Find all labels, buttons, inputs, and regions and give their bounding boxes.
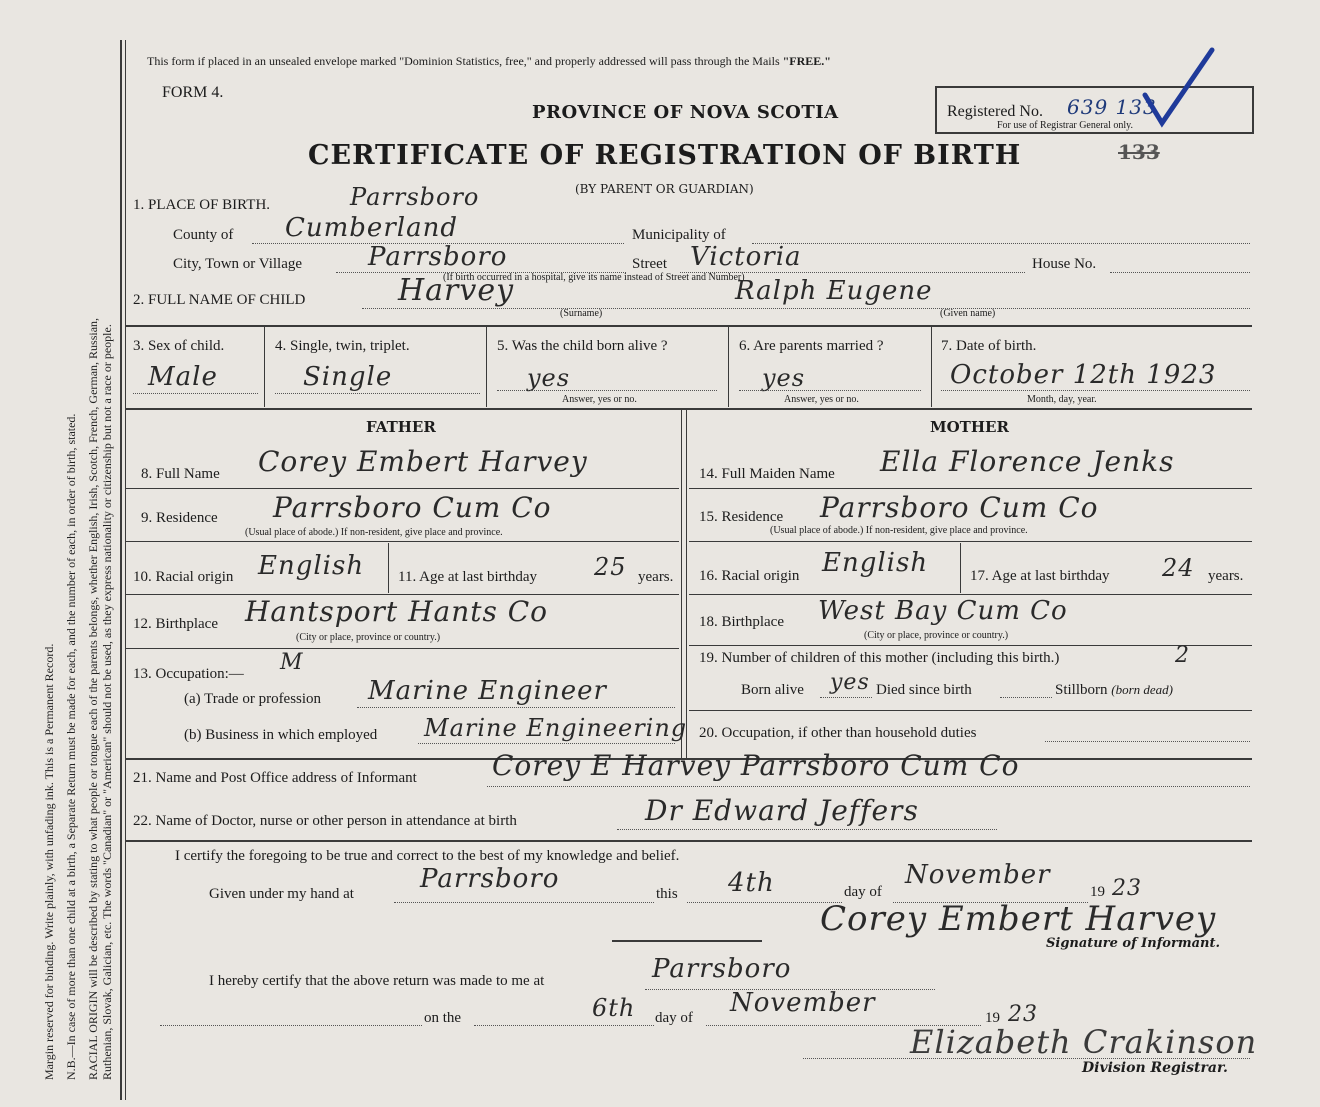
mother-heading: MOTHER xyxy=(930,418,1009,436)
col-divider-4 xyxy=(486,327,487,407)
margin-note-2: N.B.—In case of more than one child at a birth, a Separate Return must be made for each, and the number of each, in order of birth, stated. xyxy=(64,413,78,1080)
binding-line-inner xyxy=(125,40,126,1100)
registrar-day-of-label: day of xyxy=(655,1010,693,1026)
parent-divider-b xyxy=(686,410,687,758)
mother-born-alive-line xyxy=(820,697,872,698)
informant-line xyxy=(487,786,1250,787)
alive-line xyxy=(497,390,717,391)
registered-label: Registered No. xyxy=(947,103,1043,120)
child-surname-value: Harvey xyxy=(398,273,515,308)
on-the-label: on the xyxy=(424,1010,462,1026)
county-label: County of xyxy=(173,227,234,243)
registrar-left-line xyxy=(160,1025,422,1026)
father-trade-line xyxy=(357,707,675,708)
single-label: 4. Single, twin, triplet. xyxy=(275,338,410,354)
single-value: Single xyxy=(303,362,393,392)
city-label: City, Town or Village xyxy=(173,256,303,272)
certify-statement: I certify the foregoing to be true and correct to the best of my knowledge and belief. xyxy=(175,848,680,864)
mother-born-alive-value: yes xyxy=(830,670,870,695)
father-residence-note: (Usual place of abode.) If non-resident, give place and province. xyxy=(245,527,503,538)
father-years-label: years. xyxy=(638,569,674,585)
certificate-title: CERTIFICATE OF REGISTRATION OF BIRTH xyxy=(308,140,1022,171)
registrar-signature: Elizabeth Crakinson xyxy=(910,1023,1258,1061)
sex-value: Male xyxy=(148,362,218,392)
father-heading: FATHER xyxy=(366,418,436,436)
child-given-value: Ralph Eugene xyxy=(735,276,933,306)
mother-racial-label: 16. Racial origin xyxy=(699,568,800,584)
col-divider-5 xyxy=(728,327,729,407)
stamp-number: 133 xyxy=(1118,140,1160,164)
registrar-caption: Division Registrar. xyxy=(1082,1060,1228,1076)
given-line xyxy=(394,902,654,903)
registrar-note: For use of Registrar General only. xyxy=(997,120,1133,131)
year-prefix: 19 xyxy=(1090,884,1105,900)
child-name-line xyxy=(362,308,1250,309)
province-heading: PROVINCE OF NOVA SCOTIA xyxy=(532,102,839,123)
mother-name-value: Ella Florence Jenks xyxy=(880,445,1175,478)
father-business-label: (b) Business in which employed xyxy=(184,727,378,743)
divider-4 xyxy=(126,840,1252,842)
father-birthplace-value: Hantsport Hants Co xyxy=(245,595,549,628)
street-label: Street xyxy=(632,256,667,272)
place-of-birth-value: Parrsboro xyxy=(350,183,480,211)
mother-occupation-label: 20. Occupation, if other than household duties xyxy=(699,725,977,741)
mother-birthplace-label: 18. Birthplace xyxy=(699,614,784,630)
mother-occupation-line xyxy=(1045,741,1250,742)
mother-racial-value: English xyxy=(822,548,929,578)
mother-row-15 xyxy=(689,541,1252,542)
doctor-value: Dr Edward Jeffers xyxy=(645,794,919,827)
father-row-12 xyxy=(126,648,679,649)
day-of-label: day of xyxy=(844,884,882,900)
alive-value: yes xyxy=(527,364,571,392)
mother-died-label: Died since birth xyxy=(876,682,972,698)
mother-residence-label: 15. Residence xyxy=(699,509,784,525)
father-occupation-mark: M xyxy=(280,650,304,675)
father-age-value: 25 xyxy=(594,553,627,581)
mother-row-16 xyxy=(689,594,1252,595)
registrar-month-value: November xyxy=(730,988,876,1018)
year-value: 23 xyxy=(1112,876,1142,901)
municipality-line xyxy=(752,243,1250,244)
dob-value: October 12th 1923 xyxy=(950,360,1217,390)
margin-note-3: RACIAL ORIGIN will be described by stating to what people or tongue each of the parents belongs, whether English, Irish, Scotch, French, German, Russian, xyxy=(86,317,100,1080)
mother-birthplace-note: (City or place, province or country.) xyxy=(864,630,1009,641)
father-business-value: Marine Engineering xyxy=(424,714,688,742)
father-residence-label: 9. Residence xyxy=(141,510,218,526)
child-name-label: 2. FULL NAME OF CHILD xyxy=(133,292,306,308)
mother-children-label: 19. Number of children of this mother (including this birth.) xyxy=(699,650,1060,666)
alive-note: Answer, yes or no. xyxy=(562,394,637,405)
registrar-year-prefix: 19 xyxy=(985,1010,1000,1026)
mailing-note: This form if placed in an unsealed envelope marked "Dominion Statistics, free," and properly addressed will pass through the Mails "FREE." xyxy=(147,54,831,68)
married-note: Answer, yes or no. xyxy=(784,394,859,405)
day-value: 4th xyxy=(728,868,775,898)
father-business-line xyxy=(418,743,675,744)
mother-row-14 xyxy=(689,488,1252,489)
col-divider-6 xyxy=(931,327,932,407)
father-row-9 xyxy=(126,541,679,542)
this-label: this xyxy=(656,886,678,902)
alive-label: 5. Was the child born alive ? xyxy=(497,338,668,354)
given-place-value: Parrsboro xyxy=(420,864,560,894)
street-value: Victoria xyxy=(690,242,802,272)
house-line xyxy=(1110,272,1250,273)
mother-stillborn-label: Stillborn (born dead) xyxy=(1055,682,1174,698)
mother-children-value: 2 xyxy=(1175,643,1190,668)
informant-signature: Corey Embert Harvey xyxy=(820,899,1217,939)
informant-signature-caption: Signature of Informant. xyxy=(1046,936,1220,951)
father-row-8 xyxy=(126,488,679,489)
mailing-free: "FREE." xyxy=(782,54,831,68)
married-line xyxy=(739,390,921,391)
mother-age-value: 24 xyxy=(1162,554,1195,582)
sex-label: 3. Sex of child. xyxy=(133,338,225,354)
surname-note: (Surname) xyxy=(560,308,603,319)
father-racial-label: 10. Racial origin xyxy=(133,569,234,585)
house-label: House No. xyxy=(1032,256,1097,272)
checkmark-icon xyxy=(1140,45,1220,130)
month-value: November xyxy=(905,860,1051,890)
given-note: (Given name) xyxy=(940,308,996,319)
county-value: Cumberland xyxy=(285,213,458,243)
registrar-statement: I hereby certify that the above return was made to me at xyxy=(209,973,545,989)
father-name-label: 8. Full Name xyxy=(141,466,220,482)
father-racial-value: English xyxy=(258,551,365,581)
mother-age-label: 17. Age at last birthday xyxy=(970,568,1110,584)
municipality-label: Municipality of xyxy=(632,227,726,243)
married-label: 6. Are parents married ? xyxy=(739,338,884,354)
binding-line xyxy=(120,40,122,1100)
registrar-place-value: Parrsboro xyxy=(652,954,792,984)
col-divider-3 xyxy=(264,327,265,407)
father-residence-value: Parrsboro Cum Co xyxy=(273,491,552,524)
mother-residence-note: (Usual place of abode.) If non-resident, give place and province. xyxy=(770,525,1028,536)
father-birthplace-note: (City or place, province or country.) xyxy=(296,632,441,643)
doctor-line xyxy=(617,829,997,830)
registrar-day-value: 6th xyxy=(592,994,636,1022)
married-value: yes xyxy=(762,364,806,392)
mother-age-divider xyxy=(960,543,961,593)
margin-note-4: Ruthenian, Slovak, Galician, etc. The words "Canadian" or "American" should not be used, as they express nationality or citizenship but not a race or people. xyxy=(100,324,114,1080)
parent-divider-a xyxy=(681,410,682,758)
registrar-year-value: 23 xyxy=(1008,1002,1038,1027)
divider-2 xyxy=(126,408,1252,410)
mother-died-line xyxy=(1000,697,1052,698)
day-line xyxy=(687,902,842,903)
doctor-label: 22. Name of Doctor, nurse or other person in attendance at birth xyxy=(133,813,517,829)
dob-note: Month, day, year. xyxy=(1027,394,1097,405)
registrar-separator xyxy=(612,940,762,942)
registered-value: 639 133 xyxy=(1067,95,1157,119)
divider-1 xyxy=(126,325,1252,327)
mother-row-18 xyxy=(689,645,1252,646)
father-age-label: 11. Age at last birthday xyxy=(398,569,537,585)
single-line xyxy=(275,393,480,394)
father-trade-value: Marine Engineer xyxy=(368,676,607,706)
certificate-subtitle: (BY PARENT OR GUARDIAN) xyxy=(575,182,754,196)
mother-row-19 xyxy=(689,710,1252,711)
dob-line xyxy=(941,390,1250,391)
dob-label: 7. Date of birth. xyxy=(941,338,1037,354)
father-age-divider xyxy=(388,543,389,593)
informant-label: 21. Name and Post Office address of Informant xyxy=(133,770,417,786)
mother-born-alive-label: Born alive xyxy=(741,682,804,698)
father-occupation-label: 13. Occupation:— xyxy=(133,666,244,682)
mother-years-label: years. xyxy=(1208,568,1244,584)
form-number: FORM 4. xyxy=(162,84,224,101)
informant-value: Corey E Harvey Parrsboro Cum Co xyxy=(492,749,1020,782)
given-label: Given under my hand at xyxy=(209,886,354,902)
mother-birthplace-value: West Bay Cum Co xyxy=(818,596,1068,626)
place-of-birth-label: 1. PLACE OF BIRTH. xyxy=(133,197,271,213)
father-name-value: Corey Embert Harvey xyxy=(258,445,588,478)
mother-residence-value: Parrsboro Cum Co xyxy=(820,491,1099,524)
registrar-day-line xyxy=(474,1025,654,1026)
mother-name-label: 14. Full Maiden Name xyxy=(699,466,835,482)
sex-line xyxy=(133,393,258,394)
father-trade-label: (a) Trade or profession xyxy=(184,691,322,707)
city-value: Parrsboro xyxy=(368,242,508,272)
margin-note-1: Margin reserved for binding. Write plainly, with unfading ink. This is a Permanent Record. xyxy=(42,643,56,1080)
father-birthplace-label: 12. Birthplace xyxy=(133,616,218,632)
hospital-note: (If birth occurred in a hospital, give its name instead of Street and Number) xyxy=(443,272,745,283)
